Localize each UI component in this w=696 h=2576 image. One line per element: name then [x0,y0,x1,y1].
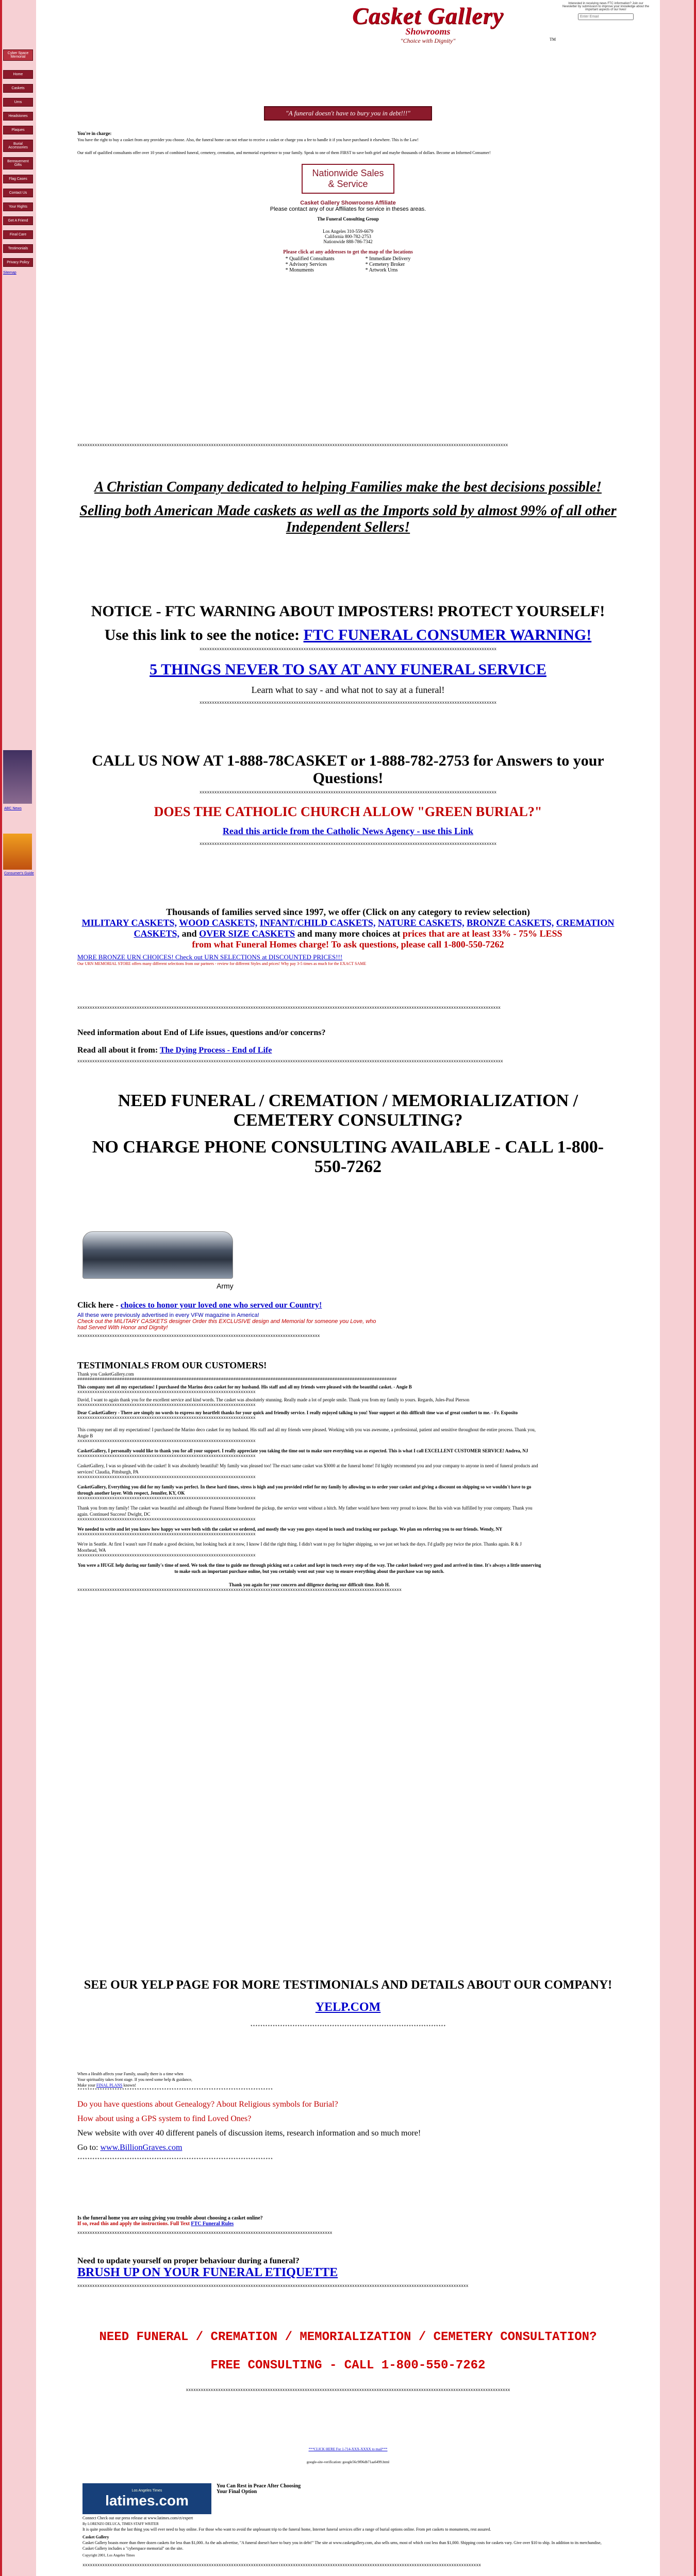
five-things-link[interactable]: 5 THINGS NEVER TO SAY AT ANY FUNERAL SERVICE [150,661,546,678]
funeral-etiquette-link[interactable]: BRUSH UP ON YOUR FUNERAL ETIQUETTE [77,2266,338,2279]
grief-p3-end: known! [123,2083,136,2088]
newsletter-signup [562,2,650,20]
left-sidebar-background [0,0,36,2576]
service-item: * Monuments [285,267,314,273]
mono-consult-section [77,2329,619,2393]
trademark-mark: TM [550,37,556,42]
nationwide-sales-line1: Nationwide Sales [312,168,384,178]
abc-news-image[interactable] [3,750,32,804]
divider-dash-line: ******************************************************************************* [77,2088,273,2093]
latimes-logo-text: latimes.com [105,2492,189,2509]
nav-item-home[interactable]: Home [3,70,33,79]
testimonials-section [77,1360,541,1592]
nav-item-privacy-policy[interactable]: Privacy Policy [3,258,33,267]
divider-x-line: xxxxxxxxxxxxxxxxxxxxxxxxxxxxxxxxxxxxxxxxxxxxxxxxxxxxxxxxxxxxxxxxxxxxxxxx [77,1403,256,1408]
new-website-note: New website with over 40 different panels of discussion items, research information and so much more! [77,2129,421,2138]
affiliate-city-la[interactable]: Los Angeles 310-559-6679 [323,229,373,234]
latimes-headline: You Can Rest in Peace After Choosing [217,2483,301,2489]
divider-x-line: xxxxxxxxxxxxxxxxxxxxxxxxxxxxxxxxxxxxxxxxxxxxxxxxxxxxxxxxxxxxxxxxxxxxxxxx [77,1416,256,1420]
category-nature-caskets[interactable]: NATURE CASKETS, [377,918,465,928]
bronze-urn-fine: Our URN MEMORIAL STORE offers many different selections from our partners - review for different Styles and prices! Why pay 3-5 times as much for the EXACT SAME [77,961,367,966]
affiliate-city-nationwide[interactable]: Nationwide 888-786-7342 [323,239,373,244]
google-verification: google-site-verification: google56c9f06db71aa6499.html [306,2460,390,2464]
nav-item-testimonials[interactable]: Testimonials [3,244,33,253]
catholic-news-link[interactable]: Read this article from the Catholic News Agency - use this Link [222,826,474,836]
brand-title: Casket Gallery [352,3,504,29]
testimonial-item: David, I want to again thank you for the excellent service and kind words. The casket was absolutely stunning. Really made a lot of people smile. Thank you from my family to yours. Regards, Jules-Paul Pierson [77,1397,470,1402]
service-item: * Advisory Services [285,262,327,267]
nav-cyber-space-memorial[interactable]: Cyber Space Memorial [3,49,33,61]
divider-x-line: xxxxxxxxxxxxxxxxxxxxxxxxxxxxxxxxxxxxxxxxxxxxxxxxxxxxxxxxxxxxxxxxxxxxxxxx [77,1532,256,1537]
category-oversize-caskets[interactable]: OVER SIZE CASKETS [199,928,295,939]
intro-para-staff: Our staff of qualified consultants offer over 10 years of combined funeral, cemetery, cremation, and memorial experience to your family. Speak to one of them FIRST to save both grief and maybe thousands of dollars. Become an Informed Consumer! [77,150,491,155]
genealogy-question: Do you have questions about Genealogy? About Religious symbols for Burial? [77,2100,338,2109]
divider-hash-line: ################################################################################################################################# [77,1377,397,1382]
category-bronze-caskets[interactable]: BRONZE CASKETS, [467,918,554,928]
testimonial-item: You were a HUGE help during our family's time of need. We took the time to guide me through picking out a casket and kept in touch every step of the way. The casket looked very good and arrived in time. It's always a little unnerving to make such an important purchase online, but you certainly went out your way to ensure everything about the purchase was top notch. [77,1563,541,1574]
sitemap-link[interactable]: Sitemap [3,271,16,275]
mission-section [77,479,619,536]
nav-item-get-a-friend[interactable]: Get A Friend [3,216,33,225]
five-things-note: Learn what to say - and what not to say at a funeral! [251,685,445,695]
grief-section [77,2071,619,2162]
footer-links-section [77,2447,619,2465]
category-and: and [181,928,197,939]
honor-section [77,1301,619,1338]
testimonials-heading: TESTIMONIALS FROM OUR CUSTOMERS! [77,1360,267,1370]
category-links [77,918,619,939]
rights-instructions: If so, read this and apply the instructions. Full Text [77,2221,190,2227]
divider-x-line: xxxxxxxxxxxxxxxxxxxxxxxxxxxxxxxxxxxxxxxxxxxxxxxxxxxxxxxxxxxxxxxxxxxxxxxx [77,1475,256,1480]
latimes-section [82,2483,614,2568]
divider-x-line: xxxxxxxxxxxxxxxxxxxxxxxxxxxxxxxxxxxxxxxxxxxxxxxxxxxxxxxxxxxxxxxxxxxxxxxxxxxxxxxxxxxxxxxxxxxxxxxxxxxxxxxxxxxxxxxxxxxxxxxxxxxxxxxxxxxxxxxxxxxxxxxxxxxxxxxxxxxxxx [77,2284,469,2289]
latimes-headline2: Your Final Option [217,2489,257,2495]
right-sidebar-background [660,0,696,2576]
latimes-cg-head: Casket Gallery [82,2535,109,2539]
divider-x-line: xxxxxxxxxxxxxxxxxxxxxxxxxxxxxxxxxxxxxxxxxxxxxxxxxxxxxxxxxxxxxxxxxxxxxxxx [77,1517,256,1522]
nav-item-plaques[interactable]: Plaques [3,126,33,134]
latimes-byline: By LORENZO DELUCA, TIMES STAFF WRITER [82,2522,159,2526]
testimonial-item: Thank you from my family! The casket was beautiful and although the Funeral Home bordered the pickup, the service went without a hitch. My father would have been very proud to know. But his wish was fulfilled by your company. Thank you again. Continued Success! Dwight, DC [77,1505,533,1517]
testimonial-item: CasketGallery, Everything you did for my family was perfect. In these hard times, stress is high and you provided relief for my family by allowing us to order your casket and giving a discount on shipping so we wouldn't have to go through another layer. With respect, Jennifer, KY, OK [77,1484,532,1496]
newsletter-email-input[interactable] [578,13,634,20]
divider-x-line: xxxxxxxxxxxxxxxxxxxxxxxxxxxxxxxxxxxxxxxxxxxxxxxxxxxxxxxxxxxxxxxxxxxxxxxxxxxxxxxxxxxxxxxxxxxxxxxxxxxxxxxxxxxxxxxxxxxxxxxxxxxxxxxxxxxxxxxxxxxxxxxxxxxxxxxxxxxxxxxxx [82,2563,481,2568]
go-to-label: Go to: [77,2143,98,2152]
divider-x-line: xxxxxxxxxxxxxxxxxxxxxxxxxxxxxxxxxxxxxxxxxxxxxxxxxxxxxxxxxxxxxxxxxxxxxxxx [77,1496,256,1501]
gps-question: How about using a GPS system to find Loved Ones? [77,2114,252,2123]
bronze-urn-link[interactable]: MORE BRONZE URN CHOICES! Check out URN SELECTIONS at DISCOUNTED PRICES!!! [77,953,343,961]
testimonial-item: We needed to write and let you know how happy we were both with the casket we ordered, and mostly the way you guys stayed in touch and tracking our package. We plan on referring you to our friends. Wendy, NY [77,1527,503,1532]
affiliate-group: The Funeral Consulting Group [317,216,379,222]
catholic-green-burial: DOES THE CATHOLIC CHURCH ALLOW "GREEN BURIAL?" [154,804,542,819]
affiliate-subtitle: Please contact any of our Affiliates for service in theses areas. [270,206,426,212]
nav-item-urns[interactable]: Urns [3,98,33,107]
newsletter-notice: Interested in receiving news FTC information? Join our Newsletter by submission to improve your knowledge about the important aspects of our lives! [562,2,650,11]
brand-tagline: "Choice with Dignity" [400,37,456,44]
grief-p1: When a Health affects your Family, usually there is a time when [77,2072,184,2076]
honor-click: Click here - [77,1301,119,1310]
yelp-link[interactable]: YELP.COM [315,2001,381,2014]
end-of-life-read: Read all about it from: [77,1046,158,1055]
nav-item-headstones[interactable]: Headstones [3,112,33,121]
right-red-stripe [694,0,696,2576]
mono-consult-phone: FREE CONSULTING - CALL 1-800-550-7262 [210,2359,486,2372]
affiliate-map-note: Please click at any addresses to get the map of the locations [283,249,413,255]
nav-item-contact-us[interactable]: Contact Us [3,189,33,197]
testimonials-sub: Thank you CasketGallery.com [77,1371,134,1377]
divider-x-line: xxxxxxxxxxxxxxxxxxxxxxxxxxxxxxxxxxxxxxxxxxxxxxxxxxxxxxxxxxxxxxxxxxxxxxxxxxxxxxxxxxxxxxxxxxxxxxxxxxxxxxxxxxxxxxxxxxxxxxxx [199,701,497,705]
mission-christian: A Christian Company dedicated to helping Families make the best decisions possible! [94,479,602,495]
divider-x-line: xxxxxxxxxxxxxxxxxxxxxxxxxxxxxxxxxxxxxxxxxxxxxxxxxxxxxxxxxxxxxxxxxxxxxxxxxxxxxxxxxxxxxxxxxxxxxxxxxx [77,1334,320,1338]
ftc-use-link-text: Use this link to see the notice: [104,626,300,643]
affiliate-services [77,256,619,273]
nationwide-sales-box [302,164,394,194]
latimes-copyright: Copyright 2001, Los Angeles Times [82,2553,135,2557]
category-cremation-caskets[interactable]: CREMATION CASKETS, [134,918,615,939]
military-caskets-note: Check out the MILITARY CASKETS designer Order this EXCLUSIVE design and Memorial for someone you Love, who had Served With Honor and Dignity! [77,1318,376,1331]
divider-x-line: xxxxxxxxxxxxxxxxxxxxxxxxxxxxxxxxxxxxxxxxxxxxxxxxxxxxxxxxxxxxxxxxxxxxxxxxxxxxxxxxxxxxxxxxxxxxxxxxxxxxxxxxxxxxxxxxxxxxxxxxxxxxxxxxxxxxxxxxxxxxxxxxxxxxxxxxxxxxxxxxxxxxxxxxxxxxxx [77,443,508,448]
nav-item-flag-cases[interactable]: Flag Cases [3,175,33,183]
brand-header[interactable] [289,2,567,45]
ftc-notice: NOTICE - FTC WARNING ABOUT IMPOSTERS! PROTECT YOURSELF! [91,603,605,620]
honor-served-link[interactable]: choices to honor your loved one who served our Country! [120,1301,322,1310]
divider-x-line: xxxxxxxxxxxxxxxxxxxxxxxxxxxxxxxxxxxxxxxxxxxxxxxxxxxxxxxxxxxxxxxxxxxxxxxxxxxxxxxxxxxxxxxxxxxxxxxxxxxxxxxxxxxxxxxxxxxxxxxx [199,842,497,846]
divider-x-line: xxxxxxxxxxxxxxxxxxxxxxxxxxxxxxxxxxxxxxxxxxxxxxxxxxxxxxxxxxxxxxxxxxxxxxxxxxxxxxxxxxxxxxxxxxxxxxxxxxxxxxxxxxxxxxxxxxxxxxxx [199,647,497,652]
call-section [77,752,619,846]
testimonial-item: This company met all my expectations! I purchased the Marino deco casket for my husband. His staff and all my friends were pleased. Working with you was awesome, a professional, patient and sensitive throughout the entire process. Thank you, Angie B [77,1427,536,1438]
call-now-line: CALL US NOW AT 1-888-78CASKET or 1-888-782-2753 for Answers to your Questions! [92,752,604,787]
affiliate-title: Casket Gallery Showrooms Affiliate [300,200,396,206]
nav-item-your-rights[interactable]: Your Rights [3,202,33,211]
mail-link[interactable]: ***CLICK HERE For 1-714-XXX-XXXX to mail*** [308,2447,388,2451]
ftc-warning-link[interactable]: FTC FUNERAL CONSUMER WARNING! [303,626,592,643]
mission-american-made: Selling both American Made caskets as well as the Imports sold by almost 99% of all other Independent Sellers! [79,503,617,535]
divider-dash-line: ******************************************************************************* [77,2158,273,2162]
affiliate-city-ca[interactable]: California 800-782-2753 [325,234,371,239]
consumer-guide-image[interactable] [3,834,32,870]
army-caption: Army [217,1282,234,1290]
army-casket-image[interactable] [82,1231,233,1279]
ftc-section [77,603,619,705]
consumer-guide-link[interactable]: Consumer's Guide [4,872,34,875]
ftc-funeral-rules-link[interactable]: FTC Funeral Rules [191,2221,234,2227]
families-section [77,907,619,966]
service-item: * Artwork Urns [365,267,398,273]
divider-x-line: xxxxxxxxxxxxxxxxxxxxxxxxxxxxxxxxxxxxxxxxxxxxxxxxxxxxxxxxxxxxxxxxxxxxxxxxxxxxxxxxxxxxxxxxxxxxxxxxxxxxxxxxxxxxxxxxxxxxxxxxxxxxxxxxxxx [186,2388,510,2393]
rights-question: Is the funeral home you are using giving you trouble about choosing a casket online? [77,2215,263,2221]
abc-news-link[interactable]: ABC News [4,807,22,810]
billiongraves-link[interactable]: www.BillionGraves.com [100,2143,183,2152]
intro-heading: You're in charge: [77,131,112,136]
vfw-note: All these were previously advertised in every VFW magazine in America! [77,1312,259,1318]
prices-less: prices that are at least 33% - 75% LESS [402,928,562,939]
intro-para-rights: You have the right to buy a casket from any provider you choose. Also, the funeral home can not refuse to receive a casket or charge you a fee to handle it if you have purchased it elsewhere. This is the Law! [77,138,419,142]
slogan-banner: "A funeral doesn't have to bury you in debt!!!" [264,106,432,121]
divider-x-line: xxxxxxxxxxxxxxxxxxxxxxxxxxxxxxxxxxxxxxxxxxxxxxxxxxxxxxxxxxxxxxxxxxxxxxxxxxxxxxxxxxxxxxxxxxxxxxxxxxxxxxxxxxxxxxxxxxxxxxxx [199,790,497,795]
divider-x-line: xxxxxxxxxxxxxxxxxxxxxxxxxxxxxxxxxxxxxxxxxxxxxxxxxxxxxxxxxxxxxxxxxxxxxxxxxxxxxxxxxxxxxxxxxxxxxxxxxxxxxxxxxxxxxxxxxxxxxxxxxxxxxxxxxxxxxxxxxxxxxxxxxxxxxxxxxxxxxxxxxxxxxxxxxxxx [77,1059,503,1064]
service-item: * Qualified Consultants [285,256,335,262]
divider-x-line: xxxxxxxxxxxxxxxxxxxxxxxxxxxxxxxxxxxxxxxxxxxxxxxxxxxxxxxxxxxxxxxxxxxxxxxx [77,1553,256,1558]
testimonial-item: This company met all my expectations! I purchased the Marino deco casket for my husband. His staff and all my friends were pleased with the beautiful casket. - Angie B [77,1384,412,1389]
nav-item-caskets[interactable]: Caskets [3,84,33,93]
category-more-choices: and many more choices at [297,928,401,939]
final-plans-link[interactable]: FINAL PLANS [96,2083,123,2088]
funeral-home-charge: from what Funeral Homes charge! To ask questions, please call 1-800-550-7262 [192,939,504,950]
families-served: Thousands of families served since 1997, we offer (Click on any category to review selection) [166,907,530,917]
latimes-logo [82,2483,211,2514]
consulting-phone: NO CHARGE PHONE CONSULTING AVAILABLE - CALL 1-800-550-7262 [92,1138,604,1176]
etiquette-question: Need to update yourself on proper behaviour during a funeral? [77,2257,300,2265]
intro-section [77,106,619,156]
divider-x-line: xxxxxxxxxxxxxxxxxxxxxxxxxxxxxxxxxxxxxxxxxxxxxxxxxxxxxxxxxxxxxxxxxxxxxxxxxxxxxxxxxxxxxxxxxxxxxxxxxxxxxxx [77,2231,333,2235]
testimonial-thank-you: Thank you again for your concern and diligence during our difficult time. Rob H. [228,1582,390,1587]
mono-consult-question: NEED FUNERAL / CREMATION / MEMORIALIZATION / CEMETERY CONSULTATION? [99,2330,597,2344]
divider-x-line: xxxxxxxxxxxxxxxxxxxxxxxxxxxxxxxxxxxxxxxxxxxxxxxxxxxxxxxxxxxxxxxxxxxxxxxxxxxxxxxxxxxxxxxxxxxxxxxxxxxxxxxxxxxxxxxxxxxxxxxxxxxxxxxxxxx [77,1588,402,1592]
divider-x-line: xxxxxxxxxxxxxxxxxxxxxxxxxxxxxxxxxxxxxxxxxxxxxxxxxxxxxxxxxxxxxxxxxxxxxxxx [77,1439,256,1444]
nav-item-final-care[interactable]: Final Care [3,230,33,239]
nav-item-burial-accessories[interactable]: Burial Accessories [3,140,33,152]
left-red-stripe [0,0,2,2576]
grief-p3: Make your [77,2083,95,2088]
nav-item-bereavement-gifts[interactable]: Bereavement Gifts [3,157,33,170]
left-navigation [3,49,33,275]
category-military-caskets[interactable]: MILITARY CASKETS, [81,918,177,928]
consulting-section [77,1091,619,1177]
dying-process-link[interactable]: The Dying Process - End of Life [159,1046,272,1055]
category-infant-child-caskets[interactable]: INFANT/CHILD CASKETS, [259,918,376,928]
divider-dash-line: ******************************************************************************* [250,2025,446,2029]
nationwide-sales-line2: & Service [328,179,368,189]
yelp-line: SEE OUR YELP PAGE FOR MORE TESTIMONIALS AND DETAILS ABOUT OUR COMPANY! [84,1978,612,1992]
grief-p2: Your spirituality takes front stage. If you need some help & guidance, [77,2077,192,2082]
testimonial-item: We're in Seattle. At first I wasn't sure I'd made a good decision, but looking back at it now, I know I did the right thing. I didn't want to pay for higher shipping, so we just set back the days. I'd gladly pay twice the price. Thanks again. R & J Moorhead, WA [77,1541,522,1553]
service-item: * Cemetery Broker [365,262,405,267]
latimes-body: It is quite possible that the last thing you will ever need to buy online. For those who want to avoid the unpleasant trip to the funeral home, Internet funeral services offer a range of burial options online. From pet caskets to monuments, rest assured. [82,2527,491,2532]
affiliate-section [77,164,619,273]
yelp-section [77,1978,619,2029]
testimonial-item: CasketGallery, I personally would like to thank you for all your support. I really appreciate you taking the time out to make sure everything was as expected. This is what I call EXCELLENT CUSTOMER SERVICE! Andrea, NJ [77,1448,528,1453]
latimes-logo-note: Los Angeles Times [131,2488,162,2493]
rights-section [77,2215,619,2235]
etiquette-section [77,2257,619,2289]
divider-x-line: xxxxxxxxxxxxxxxxxxxxxxxxxxxxxxxxxxxxxxxxxxxxxxxxxxxxxxxxxxxxxxxxxxxxxxxxxxxxxxxxxxxxxxxxxxxxxxxxxxxxxxxxxxxxxxxxxxxxxxxxxxxxxxxxxxxxxxxxxxxxxxxxxxxxxxxxxxxxxxxxxxxxxxxxxxx [77,1006,501,1010]
end-of-life-question: Need information about End of Life issues, questions and/or concerns? [77,1028,326,1037]
divider-x-line: xxxxxxxxxxxxxxxxxxxxxxxxxxxxxxxxxxxxxxxxxxxxxxxxxxxxxxxxxxxxxxxxxxxxxxxx [77,1390,256,1395]
divider-x-line: xxxxxxxxxxxxxxxxxxxxxxxxxxxxxxxxxxxxxxxxxxxxxxxxxxxxxxxxxxxxxxxxxxxxxxxx [77,1454,256,1459]
latimes-cg-body: Casket Gallery boasts more than three dozen caskets for less than $1,000. As the ads advertise, "A funeral doesn't have to bury you in debt!" The site at www.casketgallery.com, also sells urns, most of which cost less than $1,000. Shipping costs for caskets vary. Give over $10 to ship. In addition to its merchandise, Casket Gallery includes a "cyberspace memorial" on the site. [82,2540,602,2551]
brand-subtitle: Showrooms [405,26,451,37]
end-of-life-section [77,1028,619,1064]
testimonial-item: Dear CasketGallery - There are simply no words to express my heartfelt thanks for your quick and friendly service. I really enjoyed talking to you! Your support at this difficult time was of great comfort to me. - Fr. Esposito [77,1410,518,1415]
latimes-connect: Connect Check out our press release at www.latimes.com/ct/expert [82,2516,193,2520]
service-item: * Immediate Delivery [365,256,411,262]
consulting-question: NEED FUNERAL / CREMATION / MEMORIALIZATION / CEMETERY CONSULTING? [118,1091,578,1130]
testimonial-item: CasketGallery, I was so pleased with the casket! It was absolutely beautiful! My family was pleased too! The exact same casket was $3000 at the funeral home! I'd highly recommend you and your company to anyone in need of funeral products and services! Claudia, Pittsburgh, PA [77,1463,538,1475]
category-wood-caskets[interactable]: WOOD CASKETS, [179,918,258,928]
